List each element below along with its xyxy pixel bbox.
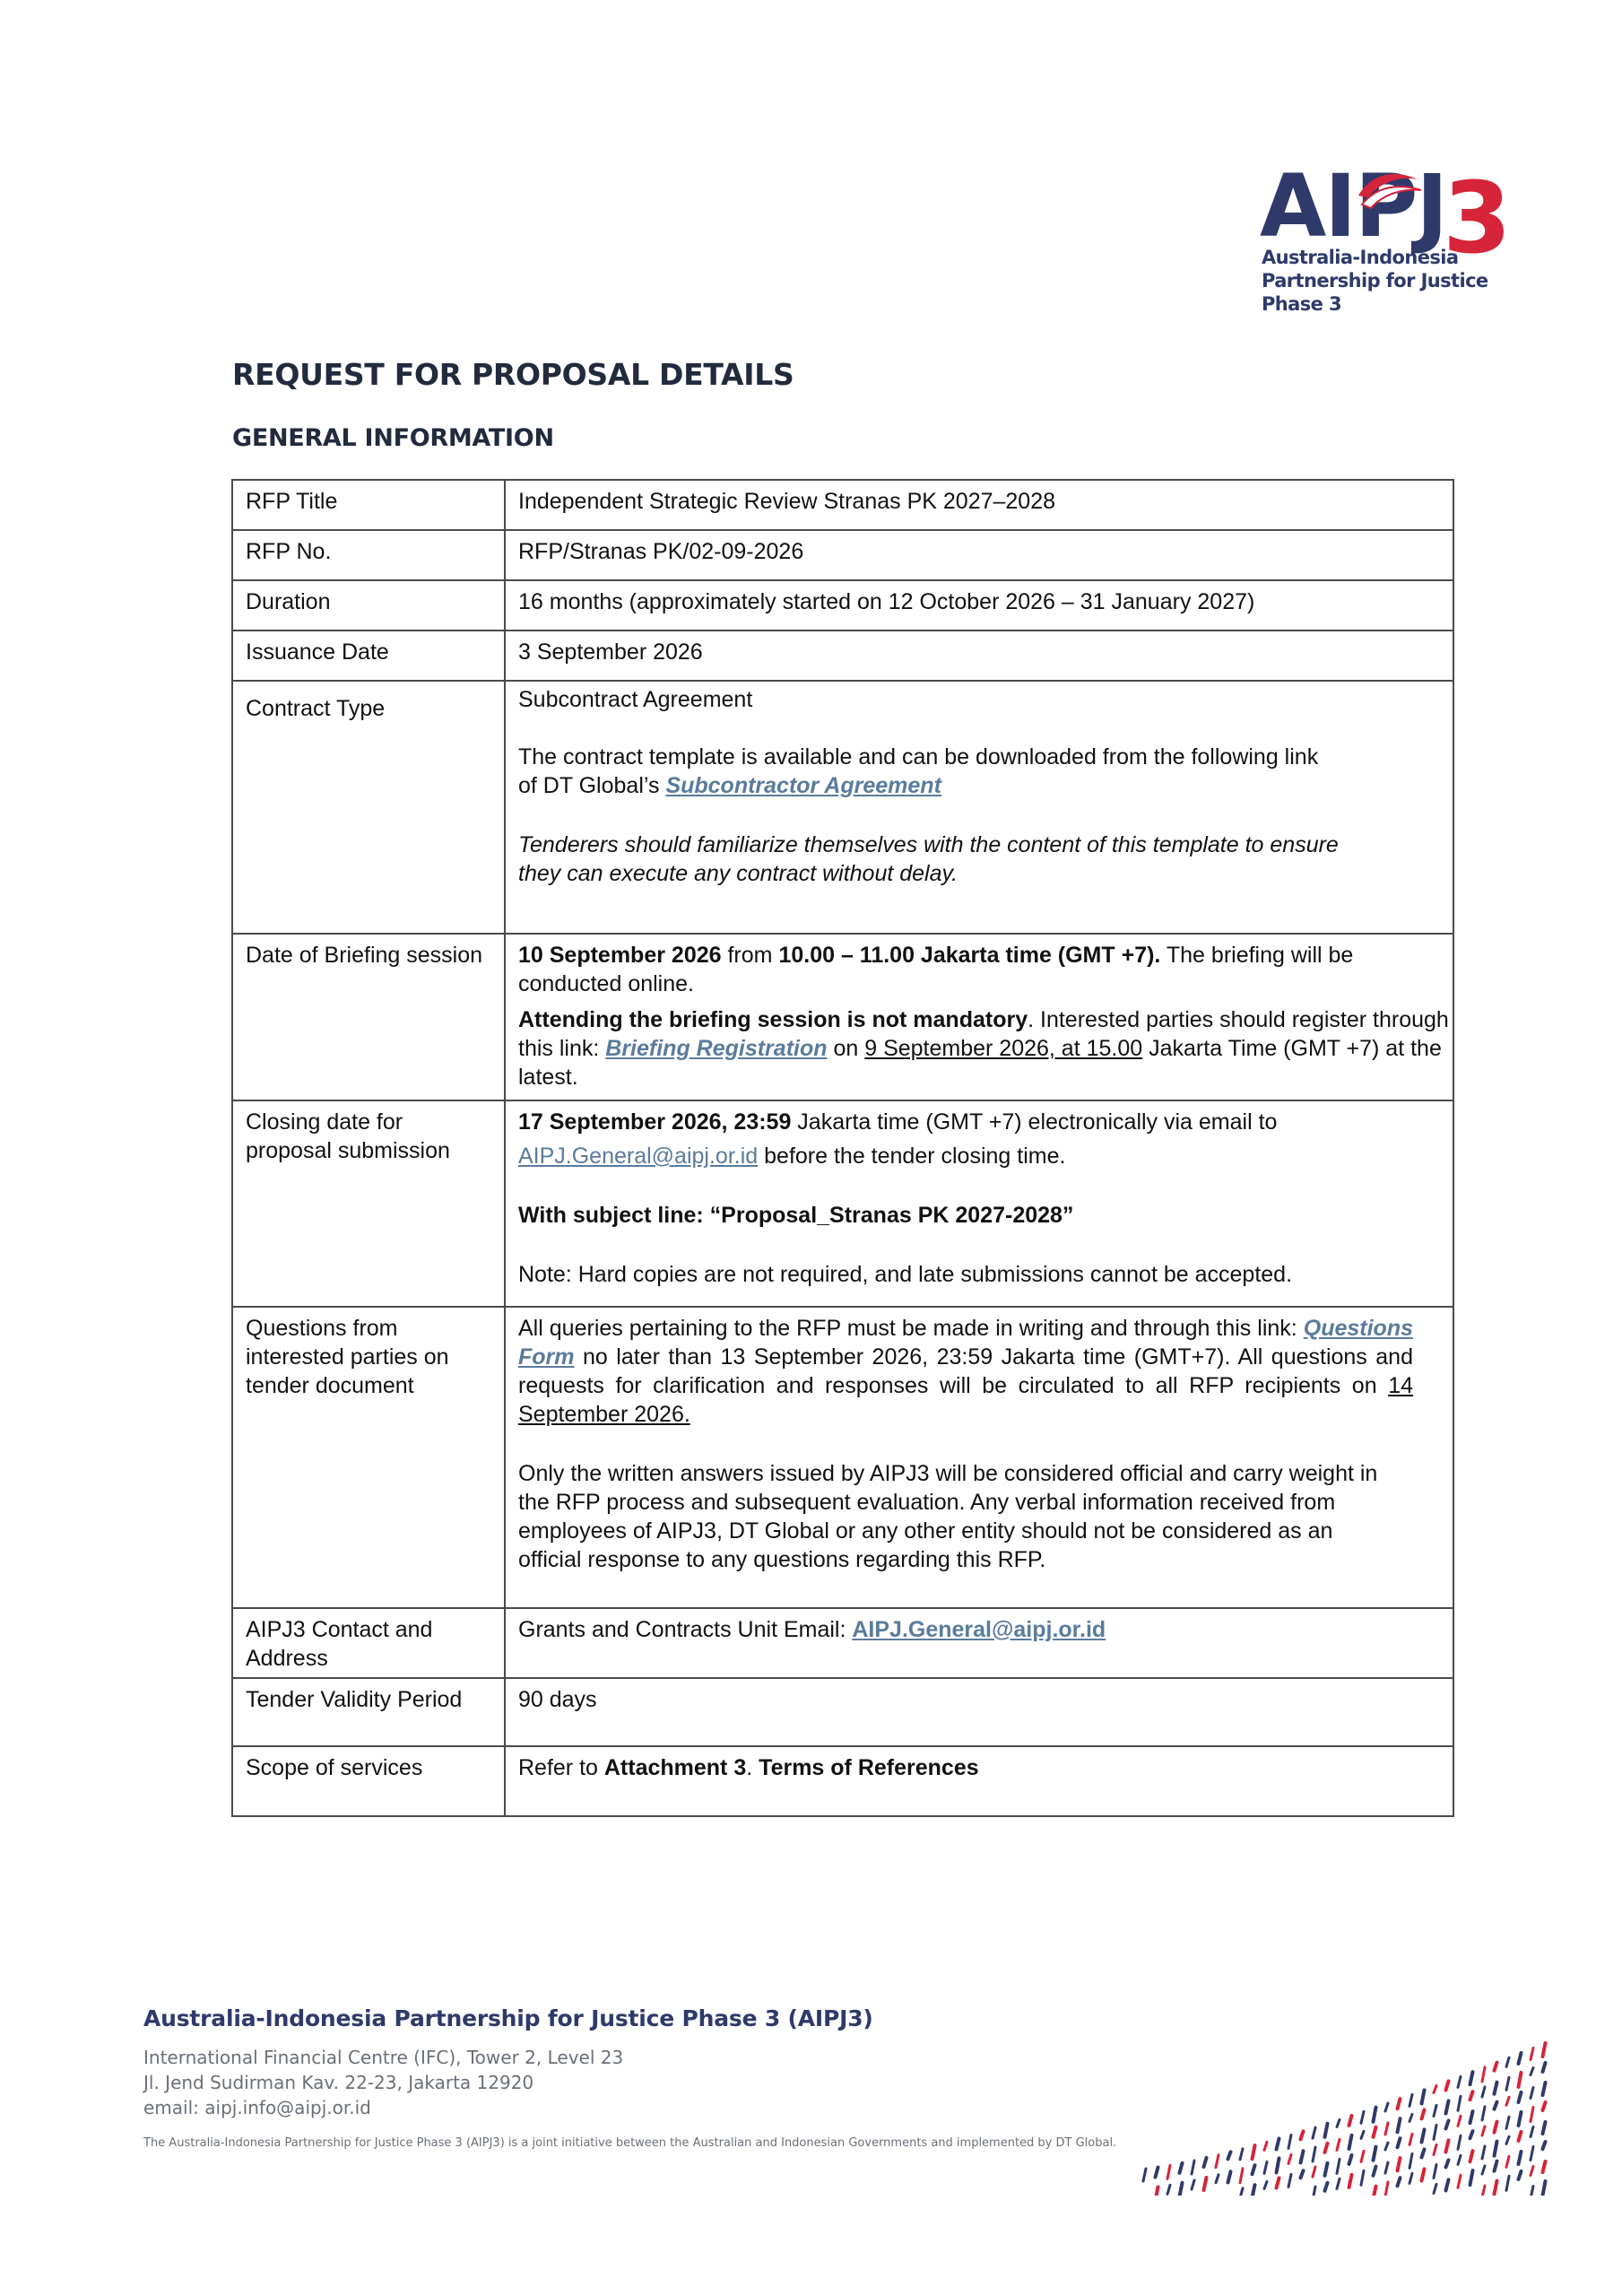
logo-subtitle-line1: Australia-Indonesia xyxy=(1262,247,1459,268)
pattern-stroke xyxy=(1422,2169,1425,2180)
pattern-stroke xyxy=(1325,2163,1328,2176)
pattern-stroke xyxy=(1409,2114,1412,2121)
contact-email-link[interactable]: AIPJ.General@aipj.or.id xyxy=(852,1617,1106,1642)
pattern-stroke xyxy=(1398,2178,1401,2186)
pattern-stroke xyxy=(1543,2043,1546,2057)
pattern-stroke xyxy=(1543,2102,1546,2110)
pattern-stroke xyxy=(1277,2178,1279,2187)
pattern-stroke xyxy=(1180,2183,1183,2196)
pattern-stroke xyxy=(1458,2076,1461,2087)
briefing-deadline-tz: Jakarta Time (GMT +7) at the latest. xyxy=(518,1036,1442,1090)
closing-email-text: Jakarta time (GMT +7) electronically via email to xyxy=(791,1109,1278,1135)
pattern-stroke xyxy=(1385,2182,1388,2196)
pattern-stroke xyxy=(1167,2185,1170,2194)
pattern-stroke xyxy=(1543,2083,1546,2095)
closing-note: Note: Hard copies are not required, and late submissions cannot be accepted. xyxy=(518,1262,1293,1287)
row-label: Issuance Date xyxy=(232,631,505,681)
contract-note: Tenderers should familiarize themselves with the content of this template to ensure they can execute any contract without delay. xyxy=(518,832,1339,886)
pattern-stroke xyxy=(1349,2135,1352,2149)
table-row xyxy=(232,1746,1453,1816)
pattern-stroke xyxy=(1506,2156,1509,2167)
pattern-stroke xyxy=(1434,2105,1436,2116)
pattern-stroke xyxy=(1519,2152,1522,2164)
pattern-stroke xyxy=(1301,2131,1304,2139)
pattern-stroke xyxy=(1446,2179,1449,2190)
pattern-stroke xyxy=(1385,2103,1388,2111)
logo-text-ai: AI xyxy=(1260,156,1356,257)
row-value: RFP/Stranas PK/02-09-2026 xyxy=(505,530,1453,580)
pattern-stroke xyxy=(1374,2167,1376,2176)
pattern-stroke xyxy=(1446,2120,1449,2128)
table-row xyxy=(232,934,1453,1100)
pattern-stroke xyxy=(1519,2092,1522,2102)
row-label: RFP Title xyxy=(232,480,505,530)
pattern-stroke xyxy=(1409,2173,1412,2183)
contract-link-prefix: of DT Global’s xyxy=(518,773,666,798)
table-row xyxy=(232,1307,1453,1608)
pattern-stroke xyxy=(1301,2151,1304,2162)
pattern-stroke xyxy=(1313,2187,1315,2196)
submission-email-link[interactable]: AIPJ.General@aipj.or.id xyxy=(518,1144,759,1169)
rfp-details-table xyxy=(231,479,1454,1817)
pattern-stroke xyxy=(1495,2122,1497,2133)
pattern-stroke xyxy=(1385,2123,1388,2135)
pattern-stroke xyxy=(1482,2087,1485,2097)
pattern-stroke xyxy=(1361,2111,1364,2123)
table-row xyxy=(232,1608,1453,1678)
pattern-stroke xyxy=(1495,2102,1497,2109)
pattern-stroke xyxy=(1446,2140,1449,2152)
pattern-stroke xyxy=(1337,2119,1340,2126)
pattern-stroke xyxy=(1531,2107,1533,2121)
pattern-stroke xyxy=(1337,2139,1340,2150)
pattern-stroke xyxy=(1506,2136,1509,2144)
contract-type-text: Subcontract Agreement xyxy=(518,687,753,712)
pattern-stroke xyxy=(1192,2180,1194,2189)
logo-text-pj: PJ xyxy=(1355,156,1447,257)
footer-disclaimer: The Australia-Indonesia Partnership for Justice Phase 3 (AIPJ3) is a joint initiative between the Australian and Indonesian Governments and implemented by DT Global. xyxy=(143,2136,1117,2150)
contact-prefix: Grants and Contracts Unit Email: xyxy=(518,1617,853,1642)
footer-pattern-graphic xyxy=(1125,2034,1556,2196)
pattern-stroke xyxy=(1313,2167,1315,2177)
pattern-stroke xyxy=(1180,2163,1183,2173)
pattern-stroke xyxy=(1337,2159,1340,2173)
pattern-stroke xyxy=(1531,2067,1533,2074)
row-value: 16 months (approximately started on 12 October 2026 – 31 January 2027) xyxy=(505,580,1453,631)
pattern-stroke xyxy=(1398,2099,1401,2109)
pattern-stroke xyxy=(1470,2111,1473,2123)
pattern-stroke xyxy=(1253,2145,1255,2159)
pattern-stroke xyxy=(1385,2162,1388,2173)
questions-official-note: Only the written answers issued by AIPJ3 will be considered official and carry weight in the RFP process and subsequent evaluation. Any verbal information received from employees of AIPJ3, DT Global or any other entity should not be considered as an official response to any questions regarding this RFP. xyxy=(518,1461,1378,1572)
row-label: Closing date for proposal submission xyxy=(232,1100,505,1307)
pattern-stroke xyxy=(1470,2092,1473,2100)
pattern-stroke xyxy=(1409,2134,1412,2144)
pattern-stroke xyxy=(1349,2155,1352,2164)
row-value xyxy=(505,1100,1453,1307)
questions-circulation-date: 14 September 2026. xyxy=(518,1373,1413,1427)
pattern-stroke xyxy=(1519,2132,1522,2141)
pattern-stroke xyxy=(1470,2131,1473,2138)
row-value xyxy=(505,934,1453,1100)
row-label: Questions from interested parties on tender document xyxy=(232,1307,505,1608)
briefing-registration-link[interactable]: Briefing Registration xyxy=(605,1036,828,1061)
pattern-stroke xyxy=(1506,2097,1509,2105)
pattern-stroke xyxy=(1156,2187,1158,2196)
row-label: Date of Briefing session xyxy=(232,934,505,1100)
closing-date: 17 September 2026, 23:59 xyxy=(518,1109,792,1135)
table-row xyxy=(232,580,1453,631)
pattern-stroke xyxy=(1543,2142,1546,2149)
pattern-stroke xyxy=(1482,2146,1485,2159)
pattern-stroke xyxy=(1531,2048,1533,2059)
pattern-stroke xyxy=(1543,2161,1546,2172)
pattern-stroke xyxy=(1361,2151,1364,2161)
pattern-stroke xyxy=(1264,2142,1267,2150)
footer-email: email: aipj.info@aipj.or.id xyxy=(143,2097,371,2118)
pattern-stroke xyxy=(1409,2094,1412,2106)
pattern-stroke xyxy=(1458,2155,1461,2164)
pattern-stroke xyxy=(1495,2083,1497,2094)
pattern-stroke xyxy=(1301,2170,1304,2178)
pattern-stroke xyxy=(1192,2161,1194,2174)
pattern-stroke xyxy=(1313,2127,1315,2138)
briefing-register-text: . Interested parties should register through this link: xyxy=(518,1007,1449,1061)
pattern-stroke xyxy=(1288,2174,1291,2187)
pattern-stroke xyxy=(1253,2185,1255,2196)
pattern-stroke xyxy=(1446,2160,1449,2167)
pattern-stroke xyxy=(1228,2152,1231,2159)
pattern-stroke xyxy=(1434,2164,1436,2178)
row-value xyxy=(505,1307,1453,1608)
pattern-stroke xyxy=(1240,2188,1243,2196)
row-label: Contract Type xyxy=(232,681,505,934)
scope-separator: . xyxy=(746,1755,759,1780)
row-value: 90 days xyxy=(505,1678,1453,1746)
pattern-stroke xyxy=(1543,2181,1546,2196)
pattern-stroke xyxy=(1422,2129,1425,2142)
pattern-stroke xyxy=(1143,2169,1146,2181)
briefing-online-text: The briefing will be conducted online. xyxy=(518,943,1354,996)
pattern-stroke xyxy=(1288,2154,1291,2163)
pattern-stroke xyxy=(1434,2184,1436,2193)
row-value: 3 September 2026 xyxy=(505,631,1453,681)
pattern-stroke xyxy=(1495,2161,1497,2171)
row-label: Tender Validity Period xyxy=(232,1678,505,1746)
pattern-stroke xyxy=(1422,2090,1425,2103)
scope-attachment: Attachment 3 xyxy=(603,1755,747,1780)
pattern-stroke xyxy=(1482,2067,1485,2082)
pattern-stroke xyxy=(1446,2081,1449,2090)
subcontractor-agreement-link[interactable]: Subcontractor Agreement xyxy=(665,773,941,798)
table-row xyxy=(232,1100,1453,1307)
pattern-stroke xyxy=(1458,2116,1461,2126)
logo-subtitle xyxy=(1262,246,1531,316)
footer-title: Australia-Indonesia Partnership for Justice Phase 3 (AIPJ3) xyxy=(143,2005,873,2031)
pattern-stroke xyxy=(1253,2165,1255,2174)
briefing-deadline: 9 September 2026, at 15.00 xyxy=(864,1036,1143,1061)
pattern-stroke xyxy=(1495,2181,1497,2195)
footer-address-line2: Jl. Jend Sudirman Kav. 22-23, Jakarta 12920 xyxy=(143,2072,534,2093)
pattern-stroke xyxy=(1337,2179,1340,2188)
flag-swoosh-icon xyxy=(1355,165,1427,219)
pattern-stroke xyxy=(1458,2175,1461,2187)
pattern-stroke xyxy=(1325,2183,1328,2191)
row-value xyxy=(505,1608,1453,1678)
briefing-from: from xyxy=(721,943,779,968)
pattern-stroke xyxy=(1422,2149,1425,2157)
aipj3-logo xyxy=(1260,152,1529,315)
pattern-stroke xyxy=(1374,2187,1376,2196)
pattern-stroke xyxy=(1385,2143,1388,2150)
pattern-stroke xyxy=(1277,2138,1279,2149)
pattern-stroke xyxy=(1288,2135,1291,2148)
pattern-stroke xyxy=(1398,2138,1401,2147)
pattern-stroke xyxy=(1216,2155,1219,2168)
pattern-stroke xyxy=(1264,2161,1267,2173)
pattern-stroke xyxy=(1506,2077,1509,2090)
questions-intro: All queries pertaining to the RFP must be made in writing and through this link: xyxy=(518,1316,1304,1341)
pattern-stroke xyxy=(1325,2124,1328,2137)
section-title: GENERAL INFORMATION xyxy=(232,424,554,452)
pattern-stroke xyxy=(1422,2109,1425,2118)
questions-form-link[interactable]: Questions Form xyxy=(518,1316,1413,1370)
pattern-stroke xyxy=(1434,2085,1436,2092)
pattern-stroke xyxy=(1531,2166,1533,2175)
pattern-stroke xyxy=(1374,2127,1376,2137)
pattern-stroke xyxy=(1167,2165,1170,2179)
pattern-stroke xyxy=(1434,2125,1436,2139)
pattern-stroke xyxy=(1531,2087,1533,2098)
pattern-stroke xyxy=(1543,2122,1546,2134)
table-row xyxy=(232,681,1453,934)
pattern-stroke xyxy=(1531,2186,1533,2196)
contract-template-text: The contract template is available and can be downloaded from the following link xyxy=(518,744,1319,770)
pattern-stroke xyxy=(1470,2151,1473,2161)
row-value xyxy=(505,681,1453,934)
page-title: REQUEST FOR PROPOSAL DETAILS xyxy=(232,357,794,392)
logo-text-3: 3 xyxy=(1443,161,1510,275)
pattern-stroke xyxy=(1458,2135,1461,2149)
pattern-stroke xyxy=(1434,2144,1436,2154)
pattern-stroke xyxy=(1519,2053,1522,2064)
pattern-stroke xyxy=(1277,2158,1279,2172)
row-label: Scope of services xyxy=(232,1746,505,1816)
pattern-stroke xyxy=(1519,2171,1522,2179)
pattern-stroke xyxy=(1361,2131,1364,2138)
pattern-stroke xyxy=(1470,2170,1473,2185)
pattern-stroke xyxy=(1313,2147,1315,2161)
pattern-stroke xyxy=(1204,2178,1207,2190)
pattern-stroke xyxy=(1519,2073,1522,2087)
table-row xyxy=(232,480,1453,530)
pattern-stroke xyxy=(1446,2100,1449,2113)
pattern-stroke xyxy=(1519,2112,1522,2126)
pattern-stroke xyxy=(1349,2175,1352,2187)
pattern-stroke xyxy=(1531,2146,1533,2160)
pattern-stroke xyxy=(1264,2181,1267,2188)
pattern-stroke xyxy=(1482,2107,1485,2120)
pattern-stroke xyxy=(1531,2126,1533,2136)
pattern-stroke xyxy=(1325,2144,1328,2152)
pattern-stroke xyxy=(1409,2153,1412,2168)
pattern-stroke xyxy=(1495,2063,1497,2071)
pattern-stroke xyxy=(1361,2170,1364,2185)
briefing-not-mandatory: Attending the briefing session is not mandatory xyxy=(518,1007,1028,1032)
pattern-stroke xyxy=(1216,2175,1219,2183)
subject-line: With subject line: “Proposal_Stranas PK 2027-2028” xyxy=(518,1203,1074,1228)
pattern-stroke xyxy=(1506,2117,1509,2128)
pattern-stroke xyxy=(1398,2118,1401,2132)
pattern-stroke xyxy=(1458,2096,1461,2110)
pattern-stroke xyxy=(1506,2176,1509,2190)
questions-deadline-text: no later than 13 September 2026, 23:59 Jakarta time (GMT+7). All questions and requests for clarification and responses will be circulated to all RFP recipients on xyxy=(518,1344,1413,1398)
closing-time-text: before the tender closing time. xyxy=(758,1144,1066,1169)
scope-prefix: Refer to xyxy=(518,1755,604,1780)
pattern-stroke xyxy=(1482,2166,1485,2174)
pattern-stroke xyxy=(1374,2147,1376,2161)
pattern-stroke xyxy=(1156,2168,1158,2178)
pattern-stroke xyxy=(1349,2116,1352,2126)
logo-subtitle-line2: Partnership for Justice Phase 3 xyxy=(1262,270,1488,315)
scope-tor: Terms of References xyxy=(759,1755,979,1780)
briefing-time: 10.00 – 11.00 Jakarta time (GMT +7). xyxy=(778,943,1161,968)
pattern-stroke xyxy=(1374,2108,1376,2122)
briefing-on: on xyxy=(827,1036,865,1061)
row-value: Independent Strategic Review Stranas PK 2027–2028 xyxy=(505,480,1453,530)
pattern-stroke xyxy=(1398,2158,1401,2170)
pattern-stroke xyxy=(1543,2063,1546,2072)
pattern-stroke xyxy=(1228,2171,1231,2182)
table-row xyxy=(232,1678,1453,1746)
pattern-stroke xyxy=(1506,2057,1509,2066)
briefing-date: 10 September 2026 xyxy=(518,943,722,968)
footer-address-line1: International Financial Centre (IFC), Tower 2, Level 23 xyxy=(143,2047,624,2068)
pattern-stroke xyxy=(1240,2149,1243,2160)
table-row xyxy=(232,631,1453,681)
row-label: RFP No. xyxy=(232,530,505,580)
row-label: Duration xyxy=(232,580,505,631)
pattern-stroke xyxy=(1240,2169,1243,2183)
pattern-stroke xyxy=(1470,2072,1473,2084)
row-value xyxy=(505,1746,1453,1816)
table-row xyxy=(232,530,1453,580)
pattern-stroke xyxy=(1495,2142,1497,2156)
pattern-stroke xyxy=(1204,2158,1207,2167)
row-label: AIPJ3 Contact and Address xyxy=(232,1608,505,1678)
pattern-stroke xyxy=(1482,2126,1485,2135)
pattern-stroke xyxy=(1482,2186,1485,2196)
